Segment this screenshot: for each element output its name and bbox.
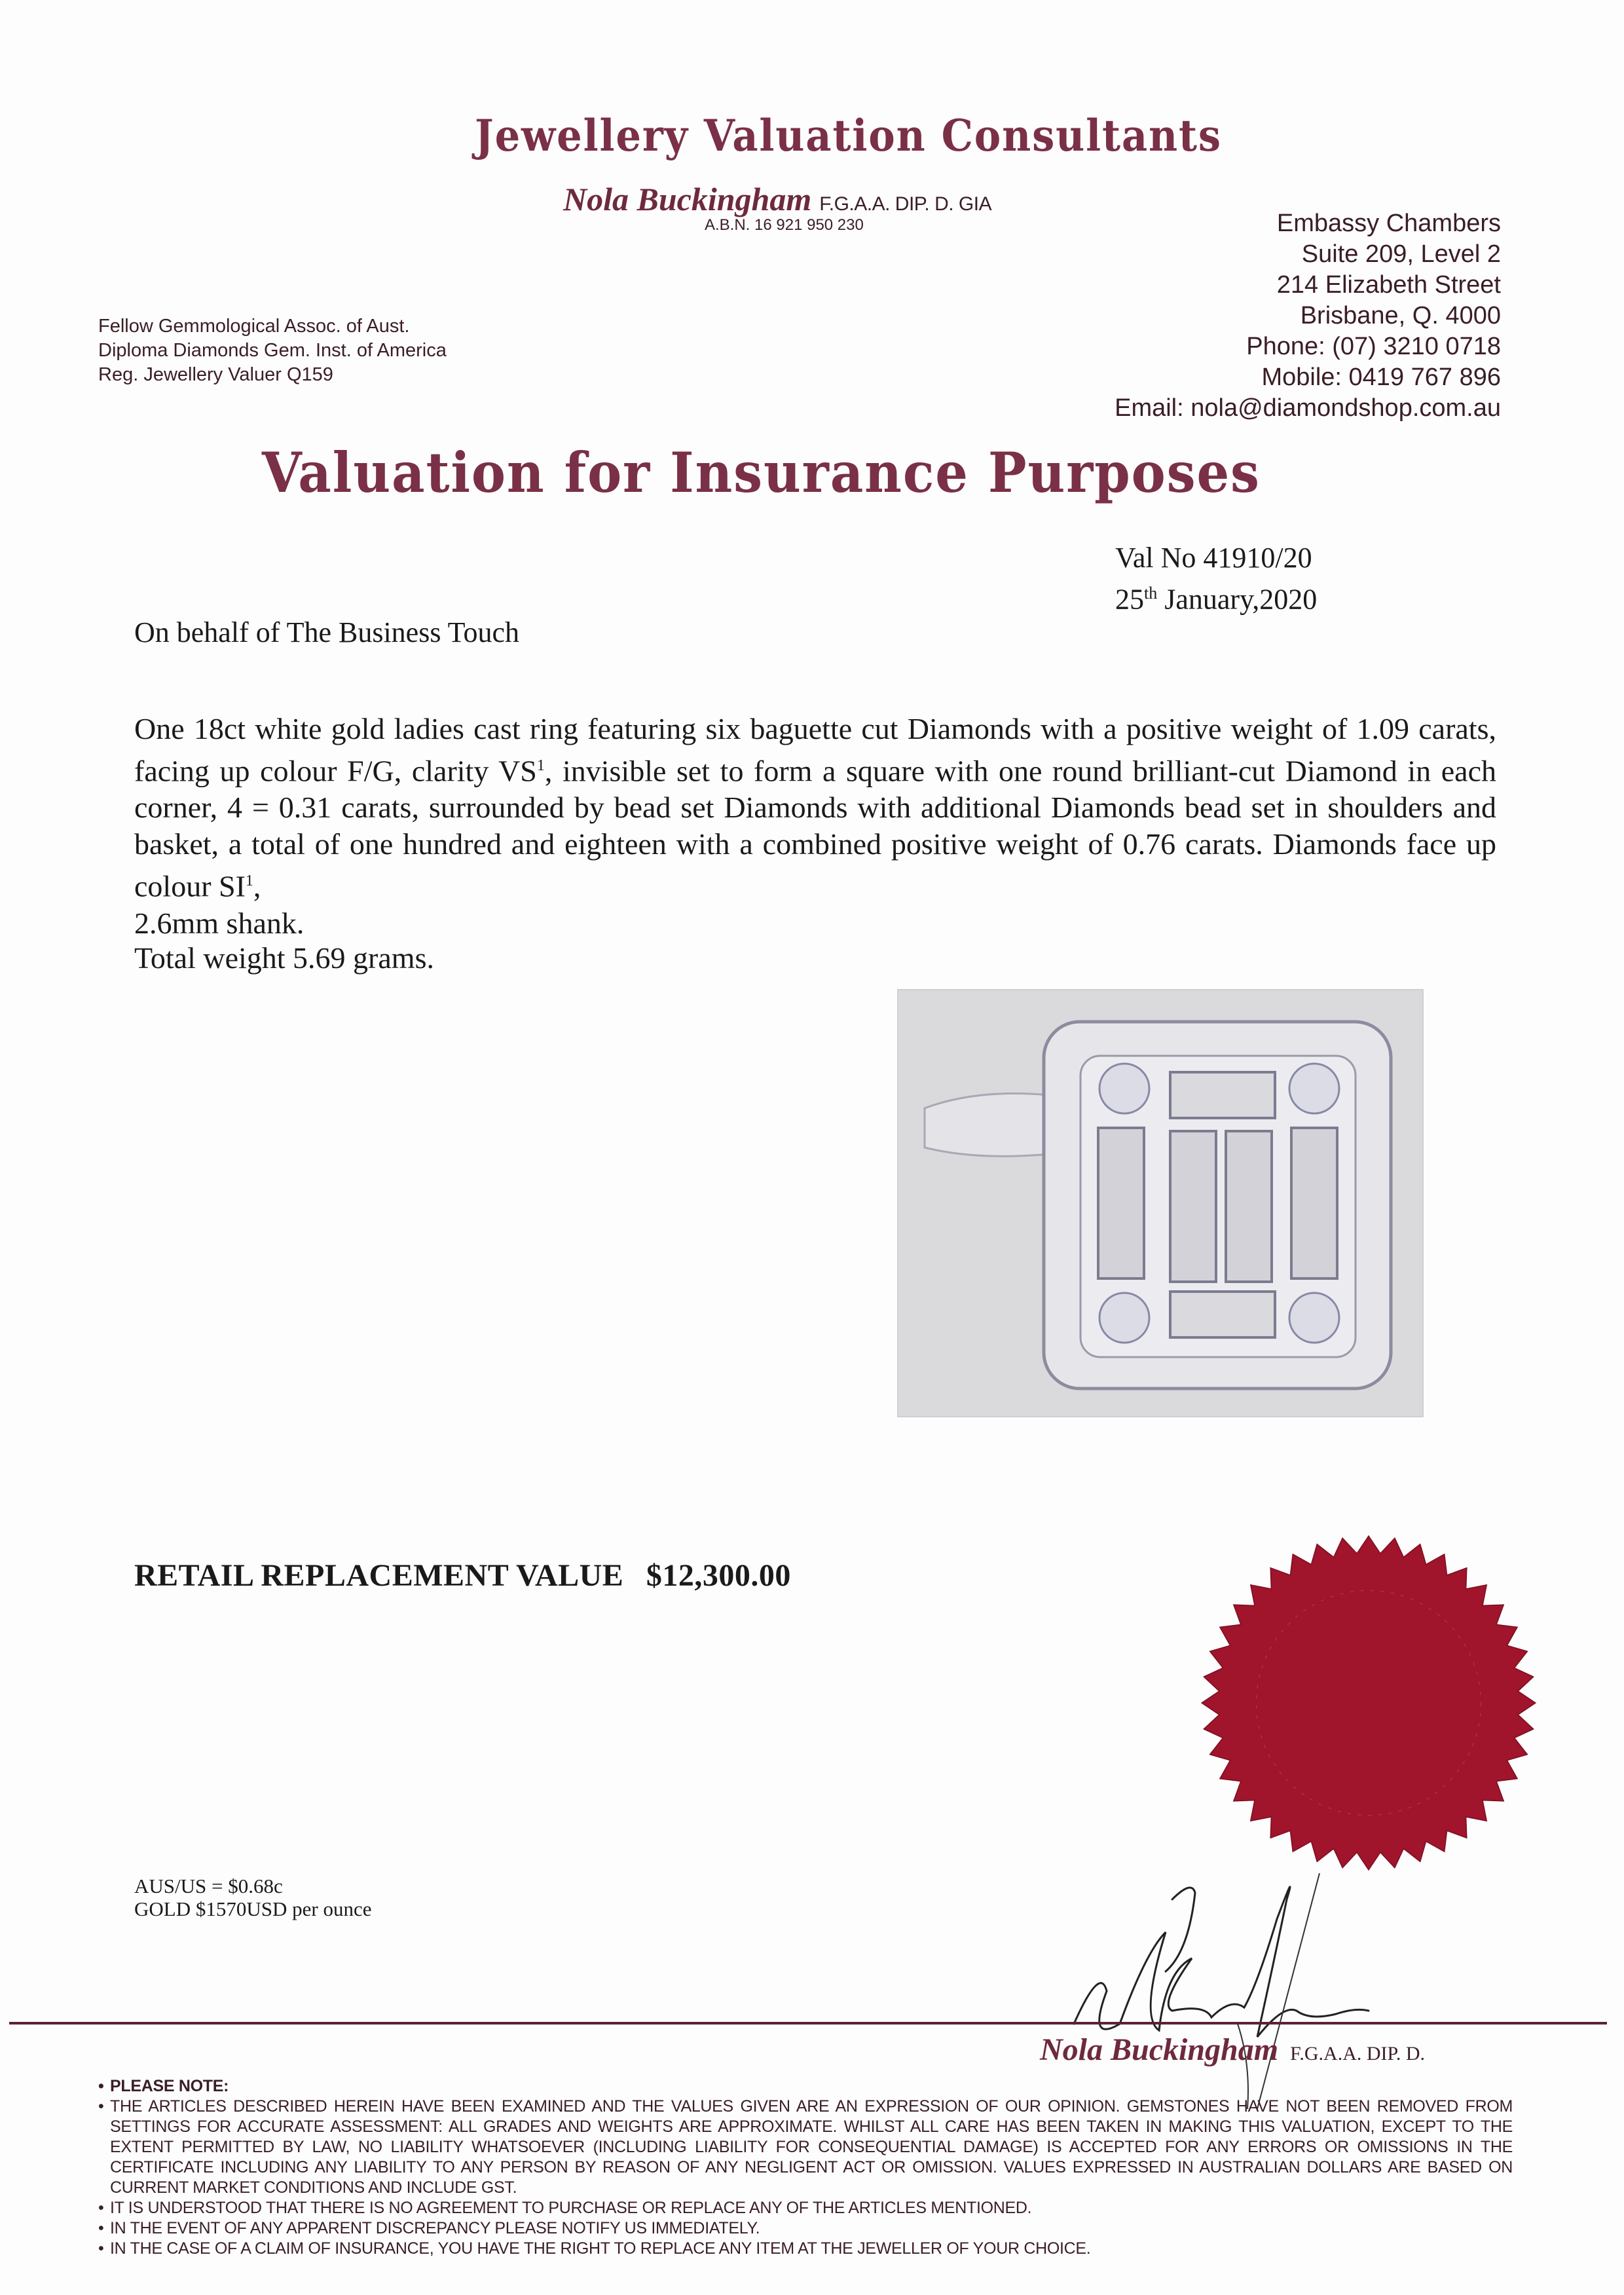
signatory-name: Nola Buckingham xyxy=(1040,2032,1279,2067)
exchange-rate: AUS/US = $0.68c xyxy=(134,1875,283,1897)
credentials-block xyxy=(98,314,447,387)
phone: Phone: (07) 3210 0718 xyxy=(1246,333,1501,360)
valuer-line xyxy=(563,180,991,218)
signatory-qualifications: F.G.A.A. DIP. D. xyxy=(1290,2043,1426,2064)
valuer-name: Nola Buckingham xyxy=(563,181,812,217)
address-line: Brisbane, Q. 4000 xyxy=(1300,302,1501,329)
note-item: • THE ARTICLES DESCRIBED HEREIN HAVE BEEN EXAMINED AND THE VALUES GIVEN ARE AN EXPRESSION OF OUR OPINION. GEMSTONES HAVE NOT BEEN REMOVED FROM SETTINGS FOR ACCURATE ASSESSMENT: ALL GRADES AND WEIGHTS ARE APPROXIMATE. WHILST ALL CARE HAS BEEN TAKEN IN MAKING THIS VALUATION, EXCEPT TO THE EXTENT PERMITTED BY LAW, NO LIABILITY WHATSOEVER (INCLUDING LIABILITY FOR CONSEQUENTIAL DAMAGE) IS ACCEPTED FOR ANY ERRORS OR OMISSIONS IN THE CERTIFICATE INCLUDING ANY LIABILITY TO ANY PERSON BY REASON OF ANY NEGLIGENT ACT OR OMISSION. VALUES EXPRESSED IN AUSTRALIAN DOLLARS ARE BASED ON CURRENT MARKET CONDITIONS AND INCLUDE GST. xyxy=(98,2097,1513,2198)
credential-line: Diploma Diamonds Gem. Inst. of America xyxy=(98,340,447,361)
item-description: One 18ct white gold ladies cast ring featuring six baguette cut Diamonds with a positive weight of 1.09 carats, facing up colour F/G, clarity $VS^1$, invisible set to form a square with one round brilliant-cut Diamond in each corner, 4 = 0.31 carats, surrounded by bead set Diamonds with additional Diamonds bead set in shoulders and basket, a total of one hundred and eighteen with a combined positive weight of 0.76 carats. Diamonds face up colour $SI^1$, 2.6mm shank. xyxy=(134,712,1496,940)
document-title: Valuation for Insurance Purposes xyxy=(262,440,1261,505)
credential-line: Reg. Jewellery Valuer Q159 xyxy=(98,364,333,385)
total-weight: Total weight 5.69 grams. xyxy=(134,941,434,975)
exchange-info xyxy=(134,1875,371,1920)
handwritten-signature xyxy=(1061,1873,1428,2109)
abn-number: A.B.N. 16 921 950 230 xyxy=(705,216,864,234)
retail-value-amount: $12,300.00 xyxy=(646,1558,791,1593)
valuer-qualifications: F.G.A.A. DIP. D. GIA xyxy=(819,193,992,215)
address-block xyxy=(1115,208,1501,424)
note-item: • IN THE CASE OF A CLAIM OF INSURANCE, YOU HAVE THE RIGHT TO REPLACE ANY ITEM AT THE JEWELLER OF YOUR CHOICE. xyxy=(98,2239,1513,2259)
disclaimer-notes xyxy=(98,2076,1513,2259)
embossed-seal xyxy=(1198,1533,1539,1873)
email: Email: nola@diamondshop.com.au xyxy=(1115,394,1501,422)
retail-value-label: RETAIL REPLACEMENT VALUE xyxy=(134,1558,624,1593)
valuation-reference xyxy=(1115,540,1317,618)
ring-illustration xyxy=(898,990,1422,1416)
retail-replacement-value xyxy=(134,1558,791,1594)
address-line: Embassy Chambers xyxy=(1276,210,1501,237)
divider-rule xyxy=(9,2022,1607,2024)
client-line: On behalf of The Business Touch xyxy=(134,616,519,648)
notes-heading: • PLEASE NOTE: xyxy=(98,2076,1513,2097)
note-item: • IT IS UNDERSTOOD THAT THERE IS NO AGREEMENT TO PURCHASE OR REPLACE ANY OF THE ARTICLES MENTIONED. xyxy=(98,2198,1513,2218)
note-item: • IN THE EVENT OF ANY APPARENT DISCREPANCY PLEASE NOTIFY US IMMEDIATELY. xyxy=(98,2218,1513,2239)
ring-photo xyxy=(897,989,1424,1417)
signatory xyxy=(1040,2032,1425,2068)
mobile: Mobile: 0419 767 896 xyxy=(1261,364,1501,391)
credential-line: Fellow Gemmological Assoc. of Aust. xyxy=(98,316,410,337)
address-line: Suite 209, Level 2 xyxy=(1301,240,1501,268)
valuation-number: Val No 41910/20 xyxy=(1115,542,1312,574)
seal-starburst xyxy=(1202,1536,1536,1870)
gold-price: GOLD $1570USD per ounce xyxy=(134,1897,372,1920)
valuation-date: 25th January,2020 xyxy=(1115,583,1318,616)
firm-name: Jewellery Valuation Consultants xyxy=(475,110,1222,161)
address-line: 214 Elizabeth Street xyxy=(1276,271,1501,299)
